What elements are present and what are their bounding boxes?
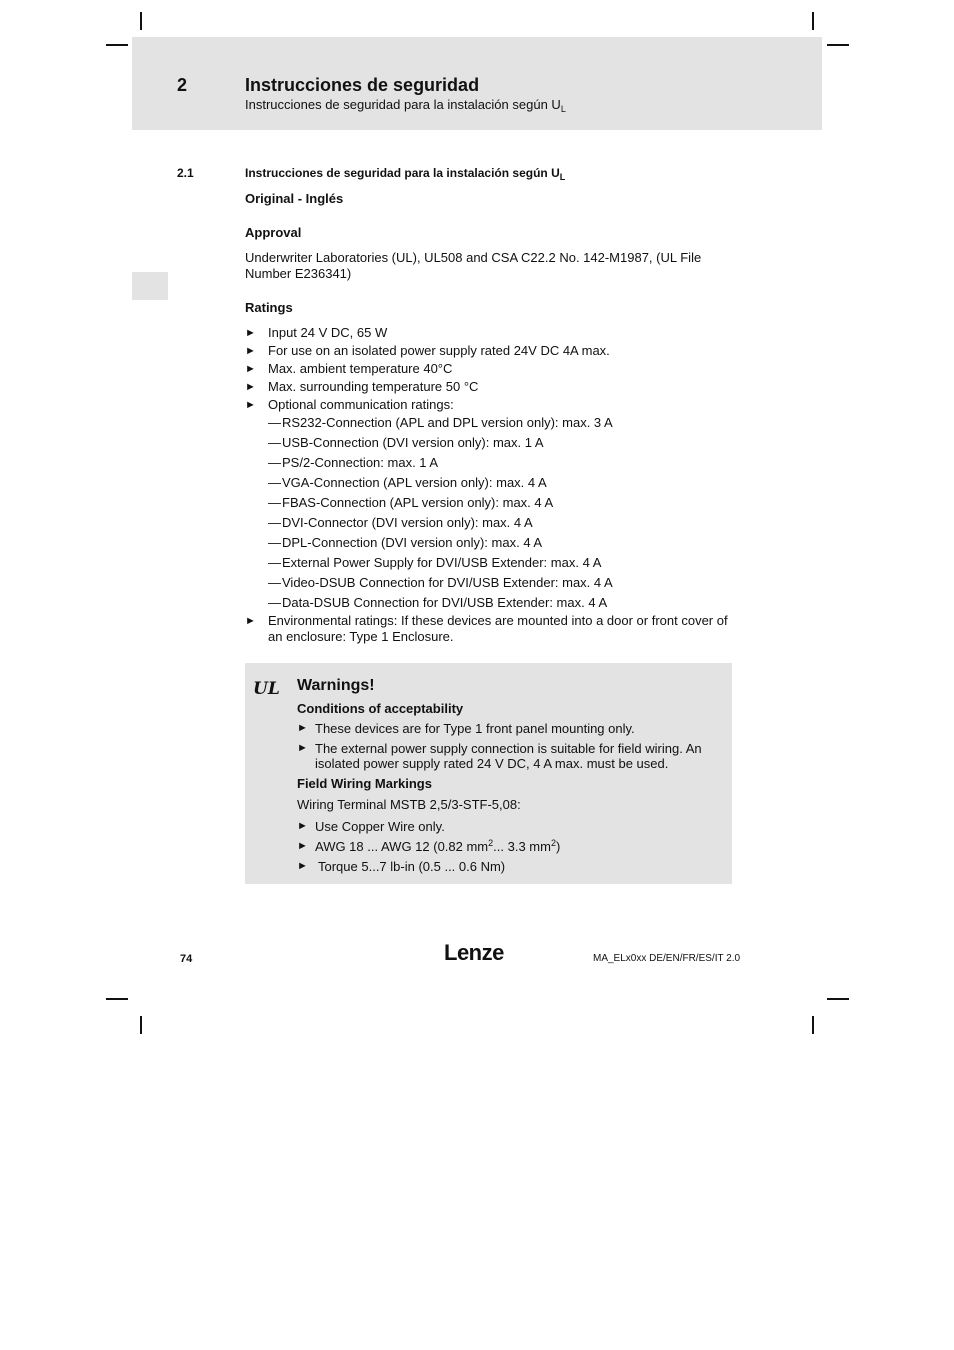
section-title: Instrucciones de seguridad para la instalación según $U_L$: [245, 166, 566, 182]
section-number: 2.1: [177, 166, 194, 180]
list-item: [245, 415, 735, 613]
wiring-terminal: Wiring Terminal MSTB 2,5/3-STF-5,08:: [297, 797, 521, 812]
wiring-list: [297, 819, 722, 874]
crop-mark: [106, 998, 128, 1000]
approval-heading: Approval: [245, 225, 302, 240]
bullet-arrow-icon: ►: [297, 840, 308, 852]
list-item: ► Environmental ratings: If these devices are mounted into a door or front cover of an enclosure: Type 1 Enclosure.: [245, 613, 728, 644]
dash-icon: —: [268, 555, 281, 570]
crop-mark: [812, 12, 814, 30]
list-item: — DPL-Connection (DVI version only): max. 4 A: [268, 535, 543, 550]
document-reference: MA_ELx0xx DE/EN/FR/ES/IT 2.0: [593, 953, 741, 964]
warning-box: [245, 663, 732, 884]
list-item: ► The external power supply connection is suitable for field wiring. An isolated power supply rated 24 V DC, 4 A max. must be used.: [297, 741, 702, 771]
crop-mark: [106, 44, 128, 46]
bullet-arrow-icon: ►: [245, 327, 256, 339]
dash-icon: —: [268, 435, 281, 450]
dash-icon: —: [268, 495, 281, 510]
main-content: [245, 191, 735, 645]
list-item: ► For use on an isolated power supply rated 24V DC 4A max.: [245, 343, 610, 358]
chapter-title: Instrucciones de seguridad: [245, 75, 480, 95]
ratings-heading: Ratings: [245, 300, 293, 315]
ratings-list: [245, 325, 735, 645]
bullet-arrow-icon: ►: [245, 381, 256, 393]
list-item: — PS/2-Connection: max. 1 A: [268, 455, 439, 470]
chapter-number: 2: [177, 75, 188, 95]
list-item: — Data-DSUB Connection for DVI/USB Extender: max. 4 A: [268, 595, 608, 610]
list-item: — VGA-Connection (APL version only): max. 4 A: [268, 475, 547, 490]
crop-mark: [140, 12, 142, 30]
list-item: ► Optional communication ratings:: [245, 397, 454, 412]
crop-mark: [827, 44, 849, 46]
list-item: ► Use Copper Wire only.: [297, 819, 445, 834]
list-item: — RS232-Connection (APL and DPL version only): max. 3 A: [268, 415, 613, 430]
approval-text: Underwriter Laboratories (UL), UL508 and CSA C22.2 No. 142-M1987, (UL File Number E236341): [245, 250, 702, 281]
list-item: — Video-DSUB Connection for DVI/USB Extender: max. 4 A: [268, 575, 613, 590]
list-item: — DVI-Connector (DVI version only): max. 4 A: [268, 515, 533, 530]
list-item: — External Power Supply for DVI/USB Extender: max. 4 A: [268, 555, 602, 570]
conditions-list: [297, 721, 722, 771]
list-item: ► AWG 18 ... AWG 12 (0.82 $mm^2$... 3.3 $mm^2$): [297, 838, 561, 854]
dash-icon: —: [268, 515, 281, 530]
list-item: — FBAS-Connection (APL version only): max. 4 A: [268, 495, 554, 510]
list-item: ► Max. ambient temperature 40°C: [245, 361, 453, 376]
dash-icon: —: [268, 535, 281, 550]
warning-content: [297, 677, 722, 874]
list-item: ► Input 24 V DC, 65 W: [245, 325, 388, 340]
list-item: ► Max. surrounding temperature 50 °C: [245, 379, 479, 394]
field-wiring-heading: Field Wiring Markings: [297, 776, 432, 791]
chapter-subtitle: Instrucciones de seguridad para la instalación según $U_L$: [245, 97, 566, 114]
list-item: ► These devices are for Type 1 front panel mounting only.: [297, 721, 635, 736]
lenze-logo: Lenze: [444, 940, 504, 965]
bullet-arrow-icon: ►: [245, 345, 256, 357]
ul-recognized-logo-icon: [253, 679, 279, 702]
bullet-arrow-icon: ►: [297, 742, 308, 754]
bullet-arrow-icon: ►: [297, 860, 308, 872]
bullet-arrow-icon: ►: [297, 820, 308, 832]
warning-title: Warnings!: [297, 677, 375, 694]
crop-mark: [140, 1016, 142, 1034]
original-note: Original - Inglés: [245, 191, 344, 206]
bullet-arrow-icon: ►: [245, 615, 256, 627]
list-item: ► Torque 5...7 lb-in (0.5 ... 0.6 Nm): [297, 859, 506, 874]
chapter-tab-marker: [132, 272, 168, 300]
crop-mark: [812, 1016, 814, 1034]
page-number: 74: [180, 953, 193, 965]
bullet-arrow-icon: ►: [245, 363, 256, 375]
svg-text:UL: UL: [253, 679, 279, 697]
crop-mark: [827, 998, 849, 1000]
conditions-heading: Conditions of acceptability: [297, 701, 464, 716]
dash-icon: —: [268, 455, 281, 470]
bullet-arrow-icon: ►: [245, 399, 256, 411]
dash-icon: —: [268, 415, 281, 430]
communication-ratings-list: [268, 415, 735, 613]
list-item: — USB-Connection (DVI version only): max. 1 A: [268, 435, 544, 450]
bullet-arrow-icon: ►: [297, 722, 308, 734]
dash-icon: —: [268, 595, 281, 610]
dash-icon: —: [268, 575, 281, 590]
dash-icon: —: [268, 475, 281, 490]
